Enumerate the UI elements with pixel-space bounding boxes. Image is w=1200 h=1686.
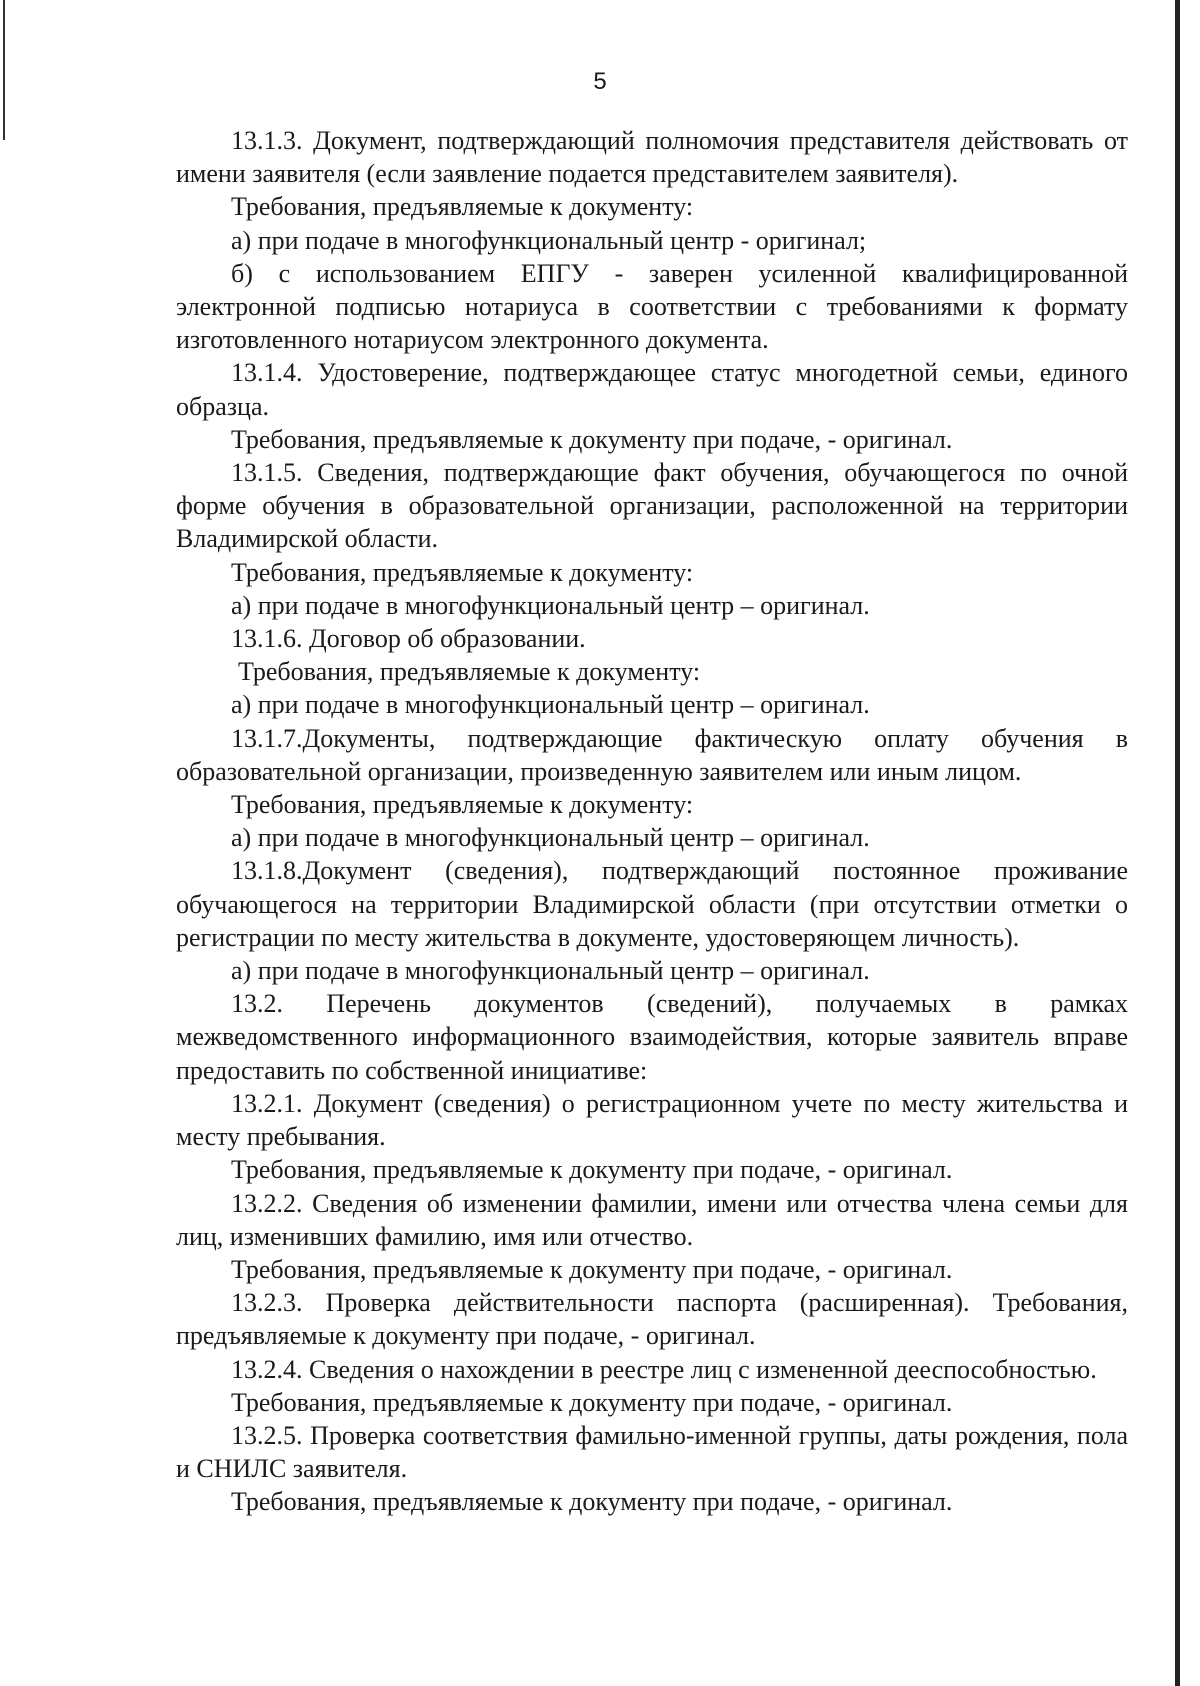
document-body bbox=[176, 124, 1128, 1519]
paragraph-13-1-8: 13.1.8.Документ (сведения), подтверждающий постоянное проживание обучающегося на территории Владимирской области (при отсутствии отметки о регистрации по месту жительства в документе, удостоверяющем личность). bbox=[176, 856, 1128, 952]
paragraph-13-1-6: 13.1.6. Договор об образовании. bbox=[231, 624, 586, 654]
requirements-original: Требования, предъявляемые к документу при подаче, - оригинал. bbox=[231, 1487, 953, 1517]
paragraph-13-2-3: 13.2.3. Проверка действительности паспорта (расширенная). Требования, предъявляемые к документу при подаче, - оригинал. bbox=[176, 1288, 1128, 1351]
scan-edge-right bbox=[1175, 0, 1180, 1686]
requirements-original: Требования, предъявляемые к документу при подаче, - оригинал. bbox=[231, 1155, 953, 1185]
paragraph-13-1-7: 13.1.7.Документы, подтверждающие фактическую оплату обучения в образовательной организации, произведенную заявителем или иным лицом. bbox=[176, 723, 1128, 786]
paragraph-13-1-3: 13.1.3. Документ, подтверждающий полномочия представителя действовать от имени заявителя (если заявление подается представителем заявителя). bbox=[176, 126, 1128, 189]
paragraph-13-2: 13.2. Перечень документов (сведений), получаемых в рамках межведомственного информационного взаимодействия, которые заявитель вправе предоставить по собственной инициативе: bbox=[176, 989, 1128, 1085]
requirements-original: Требования, предъявляемые к документу при подаче, - оригинал. bbox=[231, 424, 953, 454]
requirements-original: Требования, предъявляемые к документу при подаче, - оригинал. bbox=[231, 1387, 953, 1417]
requirement-item: б) с использованием ЕПГУ - заверен усиленной квалифицированной электронной подписью нотариуса в соответствии с требованиями к формату изготовленного нотариусом электронного документа. bbox=[176, 258, 1128, 355]
requirements-heading: Требования, предъявляемые к документу: bbox=[231, 790, 694, 820]
page-number: 5 bbox=[593, 68, 607, 95]
requirement-item: а) при подаче в многофункциональный центр – оригинал. bbox=[231, 590, 870, 620]
paragraph-13-2-1: 13.2.1. Документ (сведения) о регистрационном учете по месту жительства и месту пребывания. bbox=[176, 1088, 1128, 1152]
requirements-heading: Требования, предъявляемые к документу: bbox=[238, 657, 701, 687]
paragraph-13-2-4: 13.2.4. Сведения о нахождении в реестре лиц с измененной дееспособностью. bbox=[231, 1354, 1097, 1384]
paragraph-13-2-2: 13.2.2. Сведения об изменении фамилии, имени или отчества члена семьи для лиц, изменивших фамилию, имя или отчество. bbox=[176, 1188, 1128, 1251]
requirements-original: Требования, предъявляемые к документу при подаче, - оригинал. bbox=[231, 1254, 953, 1284]
requirement-item: а) при подаче в многофункциональный центр - оригинал; bbox=[231, 225, 867, 255]
paragraph-13-1-4: 13.1.4. Удостоверение, подтверждающее статус многодетной семьи, единого образца. bbox=[176, 358, 1128, 421]
requirements-heading: Требования, предъявляемые к документу: bbox=[231, 557, 694, 587]
requirements-heading: Требования, предъявляемые к документу: bbox=[231, 192, 694, 222]
paragraph-13-2-5: 13.2.5. Проверка соответствия фамильно-именной группы, даты рождения, пола и СНИЛС заявителя. bbox=[176, 1420, 1128, 1484]
requirement-item: а) при подаче в многофункциональный центр – оригинал. bbox=[231, 956, 870, 986]
paragraph-13-1-5: 13.1.5. Сведения, подтверждающие факт обучения, обучающегося по очной форме обучения в образовательной организации, расположенной на территории Владимирской области. bbox=[176, 458, 1128, 554]
requirement-item: а) при подаче в многофункциональный центр – оригинал. bbox=[231, 690, 870, 720]
requirement-item: а) при подаче в многофункциональный центр – оригинал. bbox=[231, 823, 870, 853]
